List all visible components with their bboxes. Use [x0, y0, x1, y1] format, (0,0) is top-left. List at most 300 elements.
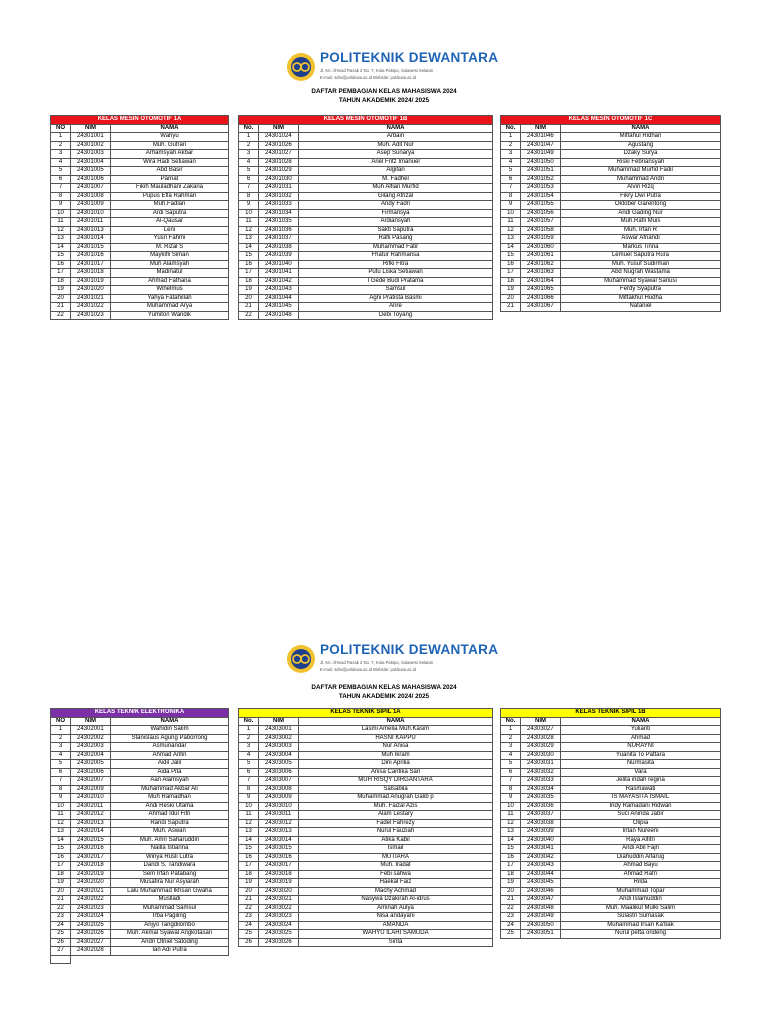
cell-nama: Ahmad Arifin [111, 751, 229, 760]
cell-nama: HASNI KAPPU [299, 734, 493, 743]
cell-nama: Muh.Fadlan [111, 201, 229, 210]
cell-nama: Nataniel [561, 303, 721, 312]
cell-no: 18 [51, 870, 71, 879]
cell-nim: 24302026 [71, 930, 111, 939]
table-row [239, 226, 493, 235]
cell-nim: 24303047 [521, 896, 561, 905]
cell-nama: Nur Anisa [299, 743, 493, 752]
table-row [51, 226, 229, 235]
cell-no: 8 [501, 785, 521, 794]
cell-nim: 24301043 [259, 286, 299, 295]
cell-nim: 24303034 [521, 785, 561, 794]
table-row [501, 760, 721, 769]
table-row [501, 226, 721, 235]
column-header-nama: NAMA [561, 717, 721, 726]
cell-no: 23 [501, 913, 521, 922]
cell-nama: Alam Lestary [299, 811, 493, 820]
table-row [51, 836, 229, 845]
cell-nim: 24301058 [521, 226, 561, 235]
cell-nama: Samsul [299, 286, 493, 295]
cell-no: 27 [51, 947, 71, 956]
cell-no: 15 [501, 252, 521, 261]
cell-nama: Sem Irfan Patabang [111, 870, 229, 879]
table-row [239, 785, 493, 794]
table-row [501, 768, 721, 777]
cell-nama: Ismail [299, 845, 493, 854]
cell-nama: Jelita indah regina [561, 777, 721, 786]
table-row [51, 887, 229, 896]
cell-nim: 24301053 [521, 184, 561, 193]
cell-no: 11 [239, 811, 259, 820]
table-row [239, 913, 493, 922]
cell-no: 20 [501, 294, 521, 303]
table-row [501, 158, 721, 167]
table-row [51, 218, 229, 227]
cell-nim: 24301042 [259, 277, 299, 286]
cell-nim: 24302018 [71, 862, 111, 871]
table-row [501, 286, 721, 295]
column-header-nama: NAMA [299, 717, 493, 726]
cell-no: 4 [239, 158, 259, 167]
letterhead [286, 642, 546, 682]
cell-nama: Wahyu [111, 133, 229, 142]
cell-nim: 24303019 [259, 879, 299, 888]
cell-nim: 24303015 [259, 845, 299, 854]
cell-nim: 24303026 [259, 938, 299, 947]
class-table [500, 115, 721, 312]
institution-address: Jl. Kri. Ahmad Razak 2 No. 7, Kota Palopo, Sulawesi Selatan [320, 660, 434, 665]
cell-no: 14 [239, 836, 259, 845]
column-header-no: No. [501, 717, 521, 726]
cell-no: 17 [239, 862, 259, 871]
column-header-nama: NAMA [561, 124, 721, 133]
cell-no: 4 [501, 158, 521, 167]
cell-no: 1 [501, 726, 521, 735]
table-row [239, 192, 493, 201]
cell-no: 15 [501, 845, 521, 854]
cell-nama: Musafira Nur Asyiarah [111, 879, 229, 888]
cell-nim: 24302022 [71, 896, 111, 905]
cell-no: 11 [51, 811, 71, 820]
cell-nama: Lasmi Amelia Muh.Kasim [299, 726, 493, 735]
cell-nim: 24303048 [521, 904, 561, 913]
cell-nim: 24303035 [521, 794, 561, 803]
cell-nim: 24301010 [71, 209, 111, 218]
table-row [239, 938, 493, 947]
cell-nim: 24301016 [71, 252, 111, 261]
cell-nama: Muh. Faizal Azis [299, 802, 493, 811]
cell-nama: Miftahul Ridhan [561, 133, 721, 142]
cell-no: 20 [501, 887, 521, 896]
cell-nim: 24302006 [71, 768, 111, 777]
cell-no: 20 [239, 294, 259, 303]
table-row [51, 921, 229, 930]
cell-no: 9 [51, 201, 71, 210]
class-caption: KELAS MESIN OTOMOTIF 1A [51, 116, 229, 125]
cell-no: 10 [51, 802, 71, 811]
cell-nama: Muhammad Andri [561, 175, 721, 184]
cell-nama: Agni Pratista Basmi [299, 294, 493, 303]
cell-nama: Vara [561, 768, 721, 777]
cell-nim: 24303032 [521, 768, 561, 777]
cell-nim: 24301002 [71, 141, 111, 150]
cell-no: 6 [501, 175, 521, 184]
table-row [51, 294, 229, 303]
class-table [238, 708, 493, 947]
cell-nim: 24302004 [71, 751, 111, 760]
cell-nim: 24302001 [71, 726, 111, 735]
cell-no: 1 [51, 726, 71, 735]
class-table [238, 115, 493, 320]
column-header-nama: NAMA [111, 124, 229, 133]
page-block-2 [0, 600, 768, 1024]
cell-no: 4 [239, 751, 259, 760]
table-row [51, 760, 229, 769]
cell-no: 21 [51, 896, 71, 905]
column-header-nim: NIM [71, 717, 111, 726]
cell-no: 21 [239, 303, 259, 312]
cell-nama: Debi Toyang [299, 311, 493, 320]
cell-nim: 24302021 [71, 887, 111, 896]
cell-no: 14 [501, 836, 521, 845]
cell-no: 17 [51, 269, 71, 278]
cell-no: 19 [51, 286, 71, 295]
cell-nim: 24303046 [521, 887, 561, 896]
cell-no: 1 [51, 133, 71, 142]
table-row [239, 862, 493, 871]
cell-no: 23 [51, 913, 71, 922]
cell-no: 7 [51, 184, 71, 193]
cell-nim: 24301024 [259, 133, 299, 142]
cell-nama: Muh. Akmal Syawal Angkotasan [111, 930, 229, 939]
table-row [501, 819, 721, 828]
table-row [239, 836, 493, 845]
table-row [501, 836, 721, 845]
cell-nim: 24301017 [71, 260, 111, 269]
cell-nama: Muhammad Syawal Sanusi [561, 277, 721, 286]
table-row [239, 141, 493, 150]
table-row [51, 260, 229, 269]
table-row [501, 785, 721, 794]
institution-contact: E-mail: sdm@poldewa.ac.id Website: poldewa.ac.id [320, 667, 417, 672]
cell-nama: Fikry Dwi Putra [561, 192, 721, 201]
cell-nama: Abd Basir [111, 167, 229, 176]
cell-nama: Dzaky Surya [561, 150, 721, 159]
table-row [239, 167, 493, 176]
cell-nama: Muh Alamsyah [111, 260, 229, 269]
document-title: DAFTAR PEMBAGIAN KELAS MAHASISWA 2024 [311, 88, 457, 95]
cell-no: 12 [501, 226, 521, 235]
column-header-no: NO [51, 717, 71, 726]
cell-no: 2 [501, 734, 521, 743]
empty-row [51, 955, 229, 964]
cell-no: 3 [51, 743, 71, 752]
cell-nim: 24301034 [259, 209, 299, 218]
cell-no: 11 [51, 218, 71, 227]
cell-nama: AMANDA [299, 921, 493, 930]
table-row [239, 277, 493, 286]
class-table [500, 708, 721, 939]
cell-nama: Muh. Yusuf Sudirman [561, 260, 721, 269]
cell-nama: Muh Ikram [299, 751, 493, 760]
cell-no: 6 [501, 768, 521, 777]
cell-no: 25 [239, 930, 259, 939]
cell-nama: Ahmad Idul Fitri [111, 811, 229, 820]
institution-logo-icon [286, 52, 316, 82]
cell-nim: 24301018 [71, 269, 111, 278]
cell-no: 20 [239, 887, 259, 896]
column-header-nama: NAMA [111, 717, 229, 726]
cell-nim: 24301063 [521, 269, 561, 278]
cell-no: 2 [239, 734, 259, 743]
cell-nama: Raya Alfitri [561, 836, 721, 845]
table-row [51, 311, 229, 320]
cell-nim: 24303008 [259, 785, 299, 794]
cell-nama: Haekal Faiz [299, 879, 493, 888]
cell-nim: 24303004 [259, 751, 299, 760]
table-row [239, 802, 493, 811]
cell-no: 16 [501, 260, 521, 269]
table-row [501, 896, 721, 905]
cell-no: 18 [501, 870, 521, 879]
table-row [501, 192, 721, 201]
cell-no: 11 [239, 218, 259, 227]
column-header-no: No. [239, 717, 259, 726]
cell-no: 18 [239, 277, 259, 286]
cell-nama: Muh.Rafli Muis [561, 218, 721, 227]
cell-nama: Muhammad Fatir [299, 243, 493, 252]
cell-nim: 24303018 [259, 870, 299, 879]
cell-nama: Stanislaus Agung Paborrong [111, 734, 229, 743]
cell-no: 17 [501, 269, 521, 278]
table-row [51, 777, 229, 786]
table-row [239, 879, 493, 888]
cell-nama: Atika Kabil [299, 836, 493, 845]
table-row [501, 167, 721, 176]
cell-nama: Muhammad Topar [561, 887, 721, 896]
table-row [51, 862, 229, 871]
cell-nim: 24303007 [259, 777, 299, 786]
cell-nama: Yahya Fatahillah [111, 294, 229, 303]
cell-nama: Olipia [561, 819, 721, 828]
table-row [501, 887, 721, 896]
table-row [501, 294, 721, 303]
cell-no: 22 [239, 904, 259, 913]
cell-no: 24 [51, 921, 71, 930]
table-row [239, 726, 493, 735]
cell-nim: 24303042 [521, 853, 561, 862]
cell-no: 19 [501, 879, 521, 888]
cell-no: 1 [239, 133, 259, 142]
table-row [501, 277, 721, 286]
cell-no: 9 [51, 794, 71, 803]
table-row [501, 726, 721, 735]
cell-nama: Miftakhul Hudha [561, 294, 721, 303]
table-row [51, 286, 229, 295]
table-row [239, 218, 493, 227]
cell-nim: 24301049 [521, 150, 561, 159]
cell-no: 2 [239, 141, 259, 150]
table-row [51, 828, 229, 837]
cell-nama: IS MAYASITA ISMAIL [561, 794, 721, 803]
table-row [501, 175, 721, 184]
cell-no: 18 [51, 277, 71, 286]
cell-nama: Nailla Istianna [111, 845, 229, 854]
cell-nim: 24303014 [259, 836, 299, 845]
cell-nama: Parnat [111, 175, 229, 184]
cell-nama: Ardiansyah [299, 218, 493, 227]
table-row [51, 209, 229, 218]
cell-nim: 24301047 [521, 141, 561, 150]
cell-nim: 24303024 [259, 921, 299, 930]
table-row [501, 209, 721, 218]
table-row [51, 269, 229, 278]
table-row [239, 303, 493, 312]
table-row [51, 175, 229, 184]
cell-nama: Muhammad Samsul [111, 904, 229, 913]
table-row [501, 269, 721, 278]
table-row [501, 303, 721, 312]
cell-nim: 24301001 [71, 133, 111, 142]
cell-no: 19 [501, 286, 521, 295]
cell-nim: 24301040 [259, 260, 299, 269]
cell-no: 16 [239, 853, 259, 862]
cell-nama: Andi Abil Fajri [561, 845, 721, 854]
cell-nim: 24301036 [259, 226, 299, 235]
cell-nim: 24301006 [71, 175, 111, 184]
table-row [51, 853, 229, 862]
table-row [501, 150, 721, 159]
table-row [239, 252, 493, 261]
cell-nim: 24303029 [521, 743, 561, 752]
table-row [501, 862, 721, 871]
cell-no: 10 [501, 802, 521, 811]
cell-no: 5 [501, 760, 521, 769]
cell-nama: Muhammad Anugrah Galib p [299, 794, 493, 803]
cell-nim: 24301020 [71, 286, 111, 295]
cell-nim: 24303006 [259, 768, 299, 777]
cell-nama: Rifki Fitra [299, 260, 493, 269]
cell-nama: Febi sahwa [299, 870, 493, 879]
table-row [501, 828, 721, 837]
cell-nama: Muhammad Akbar Ali [111, 785, 229, 794]
cell-nama: Wahidin Salim [111, 726, 229, 735]
cell-no: 15 [51, 252, 71, 261]
column-header-nim: NIM [71, 124, 111, 133]
table-row [51, 243, 229, 252]
cell-nama: Agustang [561, 141, 721, 150]
cell-nama: Arbain [299, 133, 493, 142]
table-row [239, 904, 493, 913]
table-row [501, 133, 721, 142]
document-subtitle: TAHUN AKADEMIK 2024/ 2025 [338, 693, 430, 700]
table-row [501, 260, 721, 269]
cell-nama: Suci Aninda Jabir [561, 811, 721, 820]
table-row [239, 930, 493, 939]
institution-name: POLITEKNIK DEWANTARA [320, 50, 499, 65]
cell-nim: 24303027 [521, 726, 561, 735]
cell-nim: 24301048 [259, 311, 299, 320]
table-row [51, 184, 229, 193]
cell-nama: Muhammad Murfid Fadil [561, 167, 721, 176]
cell-nama: Muslladi [111, 896, 229, 905]
cell-no: 24 [501, 921, 521, 930]
cell-no: 13 [51, 828, 71, 837]
cell-nim: 24301028 [259, 158, 299, 167]
cell-nim: 24303012 [259, 819, 299, 828]
empty-cell [51, 955, 71, 964]
table-row [239, 794, 493, 803]
table-row [501, 218, 721, 227]
cell-nim: 24301062 [521, 260, 561, 269]
table-row [239, 311, 493, 320]
cell-no: 10 [239, 209, 259, 218]
cell-nim: 24301022 [71, 303, 111, 312]
cell-no: 15 [51, 845, 71, 854]
cell-nim: 24303013 [259, 828, 299, 837]
table-row [239, 751, 493, 760]
cell-no: 23 [239, 913, 259, 922]
table-row [51, 768, 229, 777]
cell-no: 1 [239, 726, 259, 735]
table-row [501, 235, 721, 244]
institution-logo-icon [286, 644, 316, 674]
table-row [239, 870, 493, 879]
cell-no: 15 [239, 845, 259, 854]
table-row [501, 845, 721, 854]
cell-nama: Muh. Maalikul Mulki Salim [561, 904, 721, 913]
cell-no: 17 [239, 269, 259, 278]
cell-nim: 24301015 [71, 243, 111, 252]
cell-no: 26 [51, 938, 71, 947]
cell-nama: Muh. Iradat [299, 862, 493, 871]
cell-nim: 24301007 [71, 184, 111, 193]
cell-no: 13 [239, 235, 259, 244]
class-table [50, 115, 229, 320]
cell-no: 3 [51, 150, 71, 159]
cell-no: 5 [239, 760, 259, 769]
cell-nama: Indy Ramadani Ridwan [561, 802, 721, 811]
cell-no: 16 [501, 853, 521, 862]
cell-nama: Nurmasita [561, 760, 721, 769]
cell-nim: 24302005 [71, 760, 111, 769]
table-row [239, 768, 493, 777]
cell-no: 9 [501, 794, 521, 803]
table-row [501, 904, 721, 913]
table-row [501, 252, 721, 261]
cell-no: 7 [239, 777, 259, 786]
table-row [501, 201, 721, 210]
cell-no: 19 [239, 286, 259, 295]
cell-nama: Muh. Irfan R [561, 226, 721, 235]
cell-nama: Ahmad Bayu [561, 862, 721, 871]
cell-no: 21 [501, 896, 521, 905]
cell-no: 13 [501, 235, 521, 244]
cell-nim: 24301031 [259, 184, 299, 193]
table-row [501, 802, 721, 811]
cell-nama: Muh. Gufran [111, 141, 229, 150]
cell-nim: 24301045 [259, 303, 299, 312]
table-row [501, 879, 721, 888]
cell-no: 21 [51, 303, 71, 312]
cell-no: 6 [51, 175, 71, 184]
cell-no: 3 [239, 743, 259, 752]
cell-nim: 24301004 [71, 158, 111, 167]
cell-nim: 24303021 [259, 896, 299, 905]
cell-nim: 24303045 [521, 879, 561, 888]
cell-nim: 24301056 [521, 209, 561, 218]
column-header-no: No. [501, 124, 521, 133]
